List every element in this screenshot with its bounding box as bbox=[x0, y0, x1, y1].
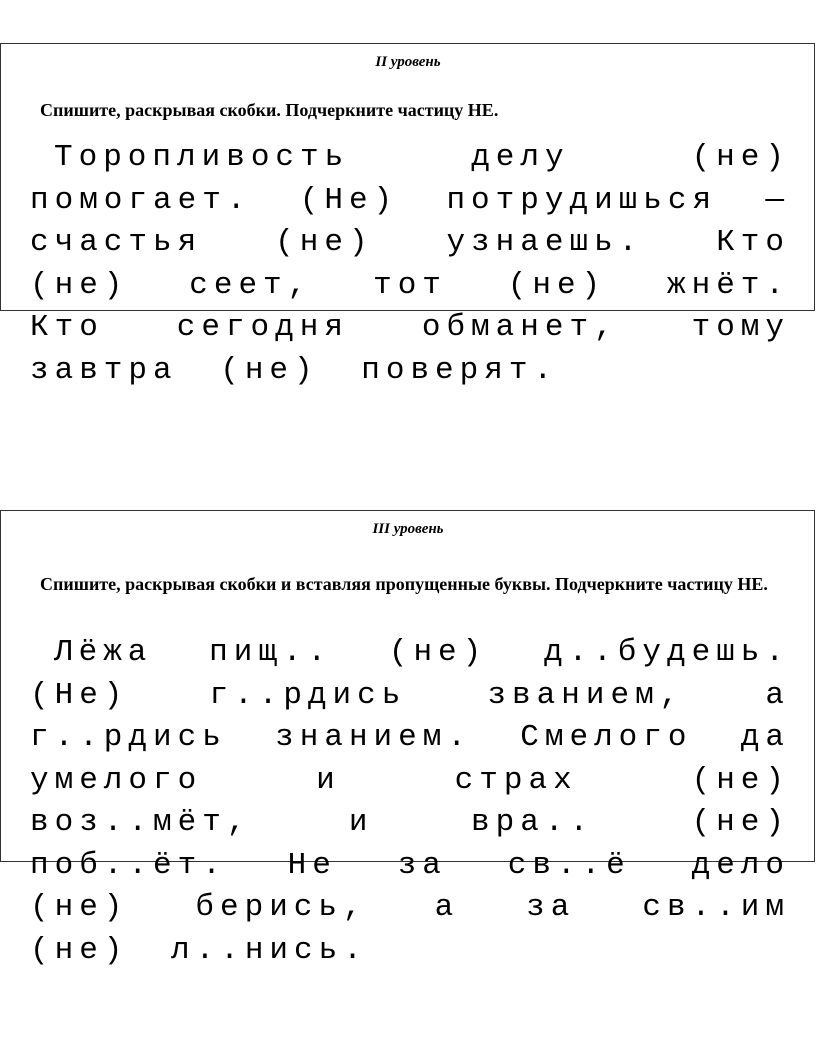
level-3-title: III уровень bbox=[372, 521, 444, 537]
level-2-task: Спишите, раскрывая скобки. Подчеркните частицу НЕ. bbox=[40, 100, 499, 120]
level-2-title: II уровень bbox=[375, 54, 441, 70]
level-3-task: Спишите, раскрывая скобки и вставляя пропущенные буквы. Подчеркните частицу НЕ. bbox=[40, 574, 768, 594]
level-2-exercise-text: Торопливость делу (не) помогает. (Не) потрудишься — счастья (не) узнаешь. Кто (не) сеет, тот (не) жнёт. Кто сегодня обманет, тому завтра (не) поверят. bbox=[30, 140, 790, 388]
level-3-exercise-text: Лёжа пищ.. (не) д..будешь. (Не) г..рдись званием, а г..рдись знанием. Смелого да умелого и страх (не) воз..мёт, и вра.. (не) поб..ёт. Не за св..ё дело (не) берись, а за св..им (не) л..нись. bbox=[30, 635, 790, 968]
